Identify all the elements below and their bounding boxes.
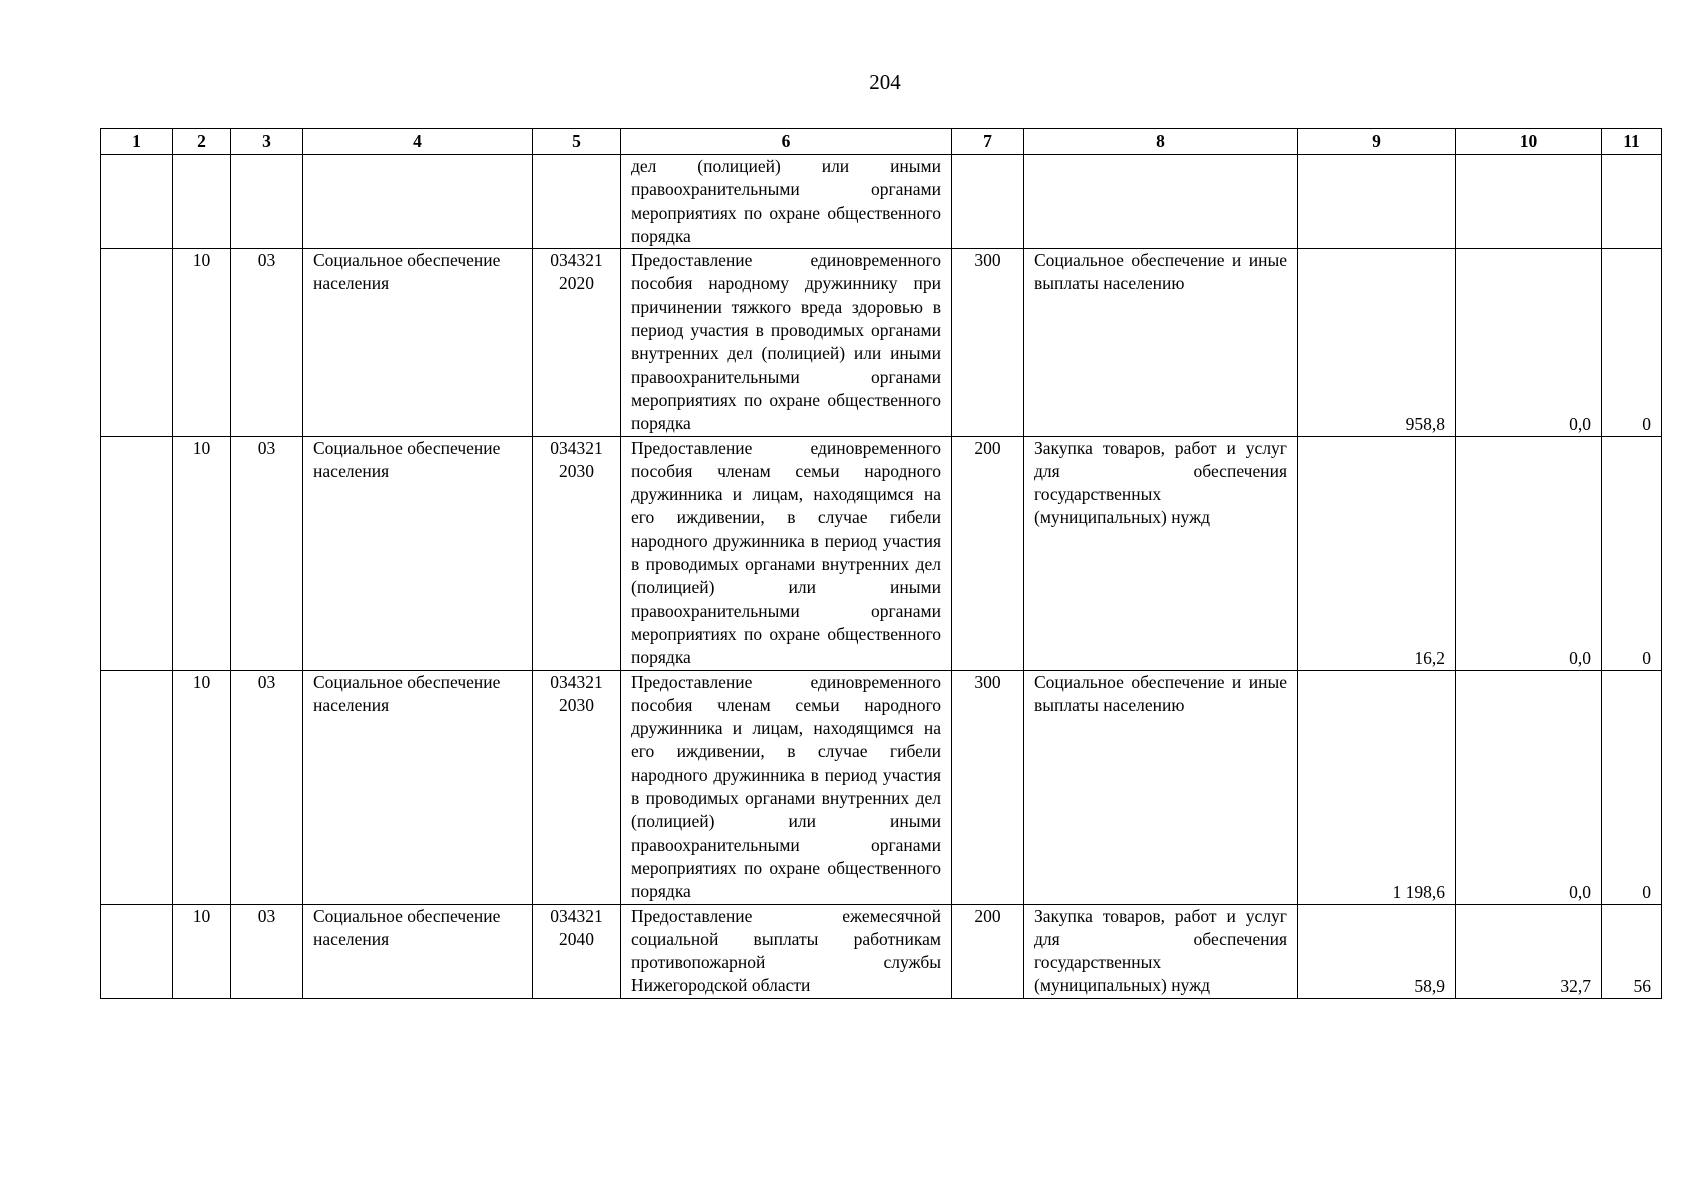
cell-description: дел (полицией) или иными правоохранительными органами мероприятиях по охране общественного порядка [621, 155, 952, 249]
cell-col1 [101, 155, 173, 249]
cell-target-code: 034321 2020 [533, 249, 621, 436]
cell-expense-type: 200 [952, 436, 1024, 670]
table-row [101, 670, 1662, 904]
column-header: 1 [101, 129, 173, 155]
cell-expense-type: 300 [952, 249, 1024, 436]
cell-amount-10: 0,0 [1456, 670, 1602, 904]
column-header: 7 [952, 129, 1024, 155]
cell-section-name [303, 155, 533, 249]
cell-amount-9: 1 198,6 [1298, 670, 1456, 904]
cell-section: 10 [173, 249, 231, 436]
cell-expense-name [1024, 155, 1298, 249]
cell-expense-name: Закупка товаров, работ и услуг для обеспечения государственных (муниципальных) нужд [1024, 436, 1298, 670]
cell-amount-10: 0,0 [1456, 436, 1602, 670]
cell-section-name: Социальное обеспечение населения [303, 436, 533, 670]
cell-amount-10: 32,7 [1456, 904, 1602, 998]
cell-section: 10 [173, 436, 231, 670]
cell-amount-11 [1602, 155, 1662, 249]
cell-description: Предоставление единовременного пособия членам семьи народного дружинника и лицам, находящимся на его иждивении, в случае гибели народного дружинника в период участия в проводимых органами внутренних дел (полицией) или иными правоохранительными органами мероприятиях по охране общественного порядка [621, 436, 952, 670]
cell-amount-11: 0 [1602, 436, 1662, 670]
cell-col1 [101, 249, 173, 436]
cell-expense-type: 300 [952, 670, 1024, 904]
cell-section-name: Социальное обеспечение населения [303, 904, 533, 998]
column-header: 3 [231, 129, 303, 155]
cell-expense-name: Закупка товаров, работ и услуг для обеспечения государственных (муниципальных) нужд [1024, 904, 1298, 998]
table-row [101, 249, 1662, 436]
cell-target-code: 034321 2040 [533, 904, 621, 998]
cell-subsection: 03 [231, 670, 303, 904]
cell-amount-9: 16,2 [1298, 436, 1456, 670]
cell-amount-9: 58,9 [1298, 904, 1456, 998]
cell-col1 [101, 670, 173, 904]
cell-description: Предоставление единовременного пособия членам семьи народного дружинника и лицам, находящимся на его иждивении, в случае гибели народного дружинника в период участия в проводимых органами внутренних дел (полицией) или иными правоохранительными органами мероприятиях по охране общественного порядка [621, 670, 952, 904]
cell-section-name: Социальное обеспечение населения [303, 670, 533, 904]
cell-amount-10 [1456, 155, 1602, 249]
header-row [101, 129, 1662, 155]
column-header: 9 [1298, 129, 1456, 155]
cell-amount-9: 958,8 [1298, 249, 1456, 436]
column-header: 2 [173, 129, 231, 155]
cell-amount-11: 56 [1602, 904, 1662, 998]
cell-section: 10 [173, 904, 231, 998]
cell-expense-name: Социальное обеспечение и иные выплаты населению [1024, 249, 1298, 436]
cell-description: Предоставление единовременного пособия народному дружиннику при причинении тяжкого вреда здоровью в период участия в проводимых органами внутренних дел (полицией) или иными правоохранительными органами мероприятиях по охране общественного порядка [621, 249, 952, 436]
cell-description: Предоставление ежемесячной социальной выплаты работникам противопожарной службы Нижегородской области [621, 904, 952, 998]
cell-target-code: 034321 2030 [533, 436, 621, 670]
cell-subsection [231, 155, 303, 249]
cell-subsection: 03 [231, 436, 303, 670]
cell-amount-10: 0,0 [1456, 249, 1602, 436]
cell-col1 [101, 436, 173, 670]
page-number: 204 [869, 70, 901, 94]
cell-col1 [101, 904, 173, 998]
cell-subsection: 03 [231, 249, 303, 436]
cell-amount-11: 0 [1602, 670, 1662, 904]
budget-table [100, 128, 1662, 999]
column-header: 6 [621, 129, 952, 155]
column-header: 4 [303, 129, 533, 155]
table-row [101, 436, 1662, 670]
cell-section-name: Социальное обеспечение населения [303, 249, 533, 436]
table-row [101, 155, 1662, 249]
cell-section: 10 [173, 670, 231, 904]
cell-target-code: 034321 2030 [533, 670, 621, 904]
cell-subsection: 03 [231, 904, 303, 998]
column-header: 10 [1456, 129, 1602, 155]
column-header: 11 [1602, 129, 1662, 155]
cell-section [173, 155, 231, 249]
table-row [101, 904, 1662, 998]
column-header: 5 [533, 129, 621, 155]
cell-expense-name: Социальное обеспечение и иные выплаты населению [1024, 670, 1298, 904]
cell-target-code [533, 155, 621, 249]
cell-expense-type: 200 [952, 904, 1024, 998]
cell-expense-type [952, 155, 1024, 249]
cell-amount-11: 0 [1602, 249, 1662, 436]
cell-amount-9 [1298, 155, 1456, 249]
column-header: 8 [1024, 129, 1298, 155]
